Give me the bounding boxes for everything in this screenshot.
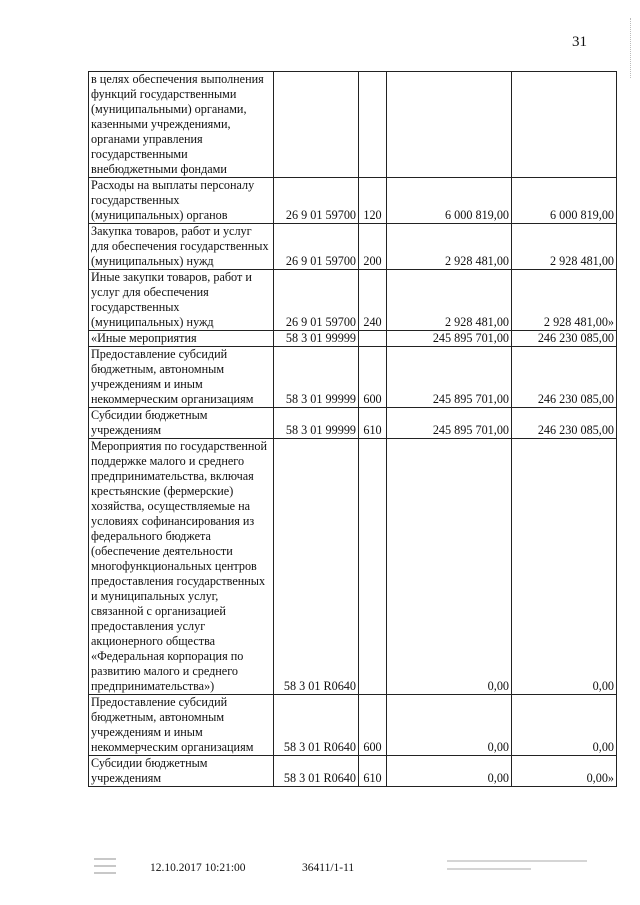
row-value-2018: 246 230 085,00: [512, 347, 617, 408]
row-value-2017: 245 895 701,00: [387, 408, 512, 439]
row-name: Мероприятия по государственной поддержке малого и среднего предпринимательства, включая крестьянские (фермерские) хозяйства, осуществляемые на условиях софинансирования из федерального бюджета (обеспечение деятельности многофункциональных центров предоставления государственных и муниципальных услуг, связанной с организацией предоставления услуг акционерного общества «Федеральная корпорация по развитию малого и среднего предпринимательства»): [89, 439, 274, 695]
row-code: 26 9 01 59700: [274, 270, 359, 331]
row-value-2018: 0,00: [512, 695, 617, 756]
row-name: Предоставление субсидий бюджетным, автономным учреждениям и иным некоммерческим организациям: [89, 695, 274, 756]
row-name: в целях обеспечения выполнения функций государственными (муниципальными) органами, казенными учреждениями, органами управления государственными внебюджетными фондами: [89, 72, 274, 178]
table-row: [89, 178, 617, 224]
table-row: [89, 439, 617, 695]
row-code: 58 3 01 R0640: [274, 756, 359, 787]
row-name: Предоставление субсидий бюджетным, автономным учреждениям и иным некоммерческим организациям: [89, 347, 274, 408]
row-code: 58 3 01 99999: [274, 331, 359, 347]
row-name: Субсидии бюджетным учреждениям: [89, 756, 274, 787]
footer-doc-code: 36411/1-11: [302, 862, 355, 874]
row-name: Расходы на выплаты персоналу государственных (муниципальных) органов: [89, 178, 274, 224]
row-value-2017: 2 928 481,00: [387, 270, 512, 331]
row-value-2017: 0,00: [387, 756, 512, 787]
row-value-2017: 0,00: [387, 695, 512, 756]
margin-mark: [630, 18, 635, 78]
table-row: [89, 331, 617, 347]
row-type: 120: [359, 178, 387, 224]
row-type: [359, 331, 387, 347]
row-value-2017: 6 000 819,00: [387, 178, 512, 224]
row-value-2018: 2 928 481,00: [512, 224, 617, 270]
row-value-2018: 6 000 819,00: [512, 178, 617, 224]
row-code: 58 3 01 99999: [274, 408, 359, 439]
row-type: [359, 72, 387, 178]
row-type: 610: [359, 408, 387, 439]
row-code: 58 3 01 R0640: [274, 439, 359, 695]
row-value-2017: [387, 72, 512, 178]
row-code: 26 9 01 59700: [274, 224, 359, 270]
row-code: 26 9 01 59700: [274, 178, 359, 224]
budget-table: [88, 71, 617, 787]
table-row: [89, 224, 617, 270]
footer-faint-text: [447, 860, 587, 880]
row-code: [274, 72, 359, 178]
table-row: [89, 695, 617, 756]
row-type: 600: [359, 695, 387, 756]
row-value-2017: 245 895 701,00: [387, 331, 512, 347]
row-type: 610: [359, 756, 387, 787]
row-type: [359, 439, 387, 695]
row-name: Субсидии бюджетным учреждениям: [89, 408, 274, 439]
row-value-2017: 0,00: [387, 439, 512, 695]
table-row: [89, 347, 617, 408]
table-row: [89, 72, 617, 178]
row-name: Иные закупки товаров, работ и услуг для обеспечения государственных (муниципальных) нужд: [89, 270, 274, 331]
row-type: 240: [359, 270, 387, 331]
footer-timestamp: 12.10.2017 10:21:00: [150, 862, 246, 874]
table-row: [89, 408, 617, 439]
row-value-2018: 0,00»: [512, 756, 617, 787]
row-value-2018: 246 230 085,00: [512, 408, 617, 439]
table-row: [89, 270, 617, 331]
row-code: 58 3 01 99999: [274, 347, 359, 408]
row-value-2017: 245 895 701,00: [387, 347, 512, 408]
row-type: 600: [359, 347, 387, 408]
row-code: 58 3 01 R0640: [274, 695, 359, 756]
row-value-2018: [512, 72, 617, 178]
row-value-2018: 2 928 481,00»: [512, 270, 617, 331]
row-name: Закупка товаров, работ и услуг для обеспечения государственных (муниципальных) нужд: [89, 224, 274, 270]
row-name: «Иные мероприятия: [89, 331, 274, 347]
footer-stamp-mark: [94, 858, 116, 888]
row-type: 200: [359, 224, 387, 270]
row-value-2017: 2 928 481,00: [387, 224, 512, 270]
page-number: 31: [572, 34, 587, 50]
row-value-2018: 246 230 085,00: [512, 331, 617, 347]
table-row: [89, 756, 617, 787]
row-value-2018: 0,00: [512, 439, 617, 695]
